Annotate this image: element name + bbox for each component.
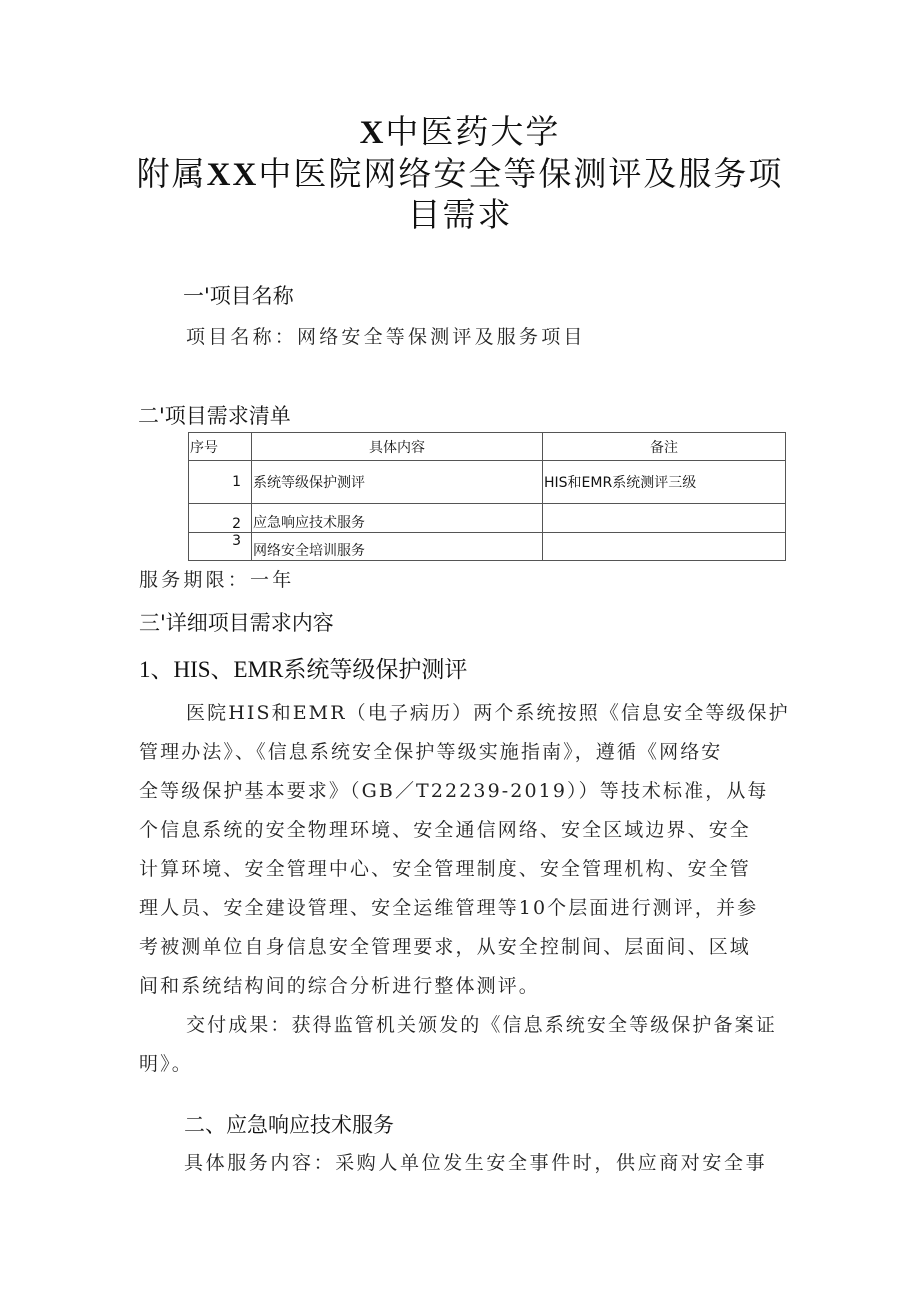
- subsection-1-heading: 1、HIS、EMR系统等级保护测评: [139, 657, 468, 682]
- paragraph-line: 个信息系统的安全物理环境、安全通信网络、安全区域边界、安全: [139, 819, 751, 841]
- subsection-2-heading: 二、应急响应技术服务: [184, 1113, 394, 1137]
- cell-content: 网络安全培训服务: [252, 533, 543, 561]
- paragraph-line: 管理办法》、《信息系统安全保护等级实施指南》，遵循《网络安: [139, 741, 723, 763]
- paragraph-line: 间和系统结构间的综合分析进行整体测评。: [139, 975, 540, 997]
- document-title-line-2: [0, 148, 920, 195]
- paragraph-line: 理人员、安全建设管理、安全运维管理等10个层面进行测评，并参: [139, 897, 759, 919]
- title-hospital-project: 中医院网络安全等保测评及服务项: [258, 154, 784, 193]
- table-header-row: [189, 433, 786, 461]
- header-content: 具体内容: [252, 433, 543, 461]
- cell-note: [543, 504, 786, 533]
- section-2-heading: 二'项目需求清单: [138, 404, 291, 428]
- header-note: 备注: [543, 433, 786, 461]
- cell-content: 系统等级保护测评: [252, 461, 543, 504]
- deliverable-line: 交付成果：获得监管机关颁发的《信息系统安全等级保护备案证: [186, 1014, 777, 1036]
- cell-seq: 3: [189, 533, 252, 561]
- table-row: [189, 461, 786, 504]
- document-title-line-1: [0, 106, 920, 153]
- service-period-text: 服务期限：一年: [139, 569, 295, 591]
- paragraph-line: 计算环境、安全管理中心、安全管理制度、安全管理机构、安全管: [139, 858, 751, 880]
- cell-content: 应急响应技术服务: [252, 504, 543, 533]
- requirements-table: [188, 432, 786, 561]
- cell-seq: 2: [189, 504, 252, 533]
- title-prefix: 附属: [136, 154, 207, 193]
- project-name-text: 项目名称：网络安全等保测评及服务项目: [186, 326, 586, 348]
- deliverable-line: 明》。: [139, 1053, 193, 1075]
- title-university: 中医药大学: [385, 112, 561, 151]
- subsection-2-body: 具体服务内容：采购人单位发生安全事件时，供应商对安全事: [184, 1152, 768, 1174]
- cell-seq: 1: [189, 461, 252, 504]
- cell-note: [543, 533, 786, 561]
- paragraph-line: 考被测单位自身信息安全管理要求，从安全控制间、层面间、区域: [139, 936, 751, 958]
- cell-note: HIS和EMR系统测评三级: [543, 461, 786, 504]
- title-latin-xx: XX: [206, 157, 259, 193]
- document-title-line-3: 目需求: [407, 195, 513, 234]
- section-1-heading: 一'项目名称: [183, 284, 294, 308]
- paragraph-line: 全等级保护基本要求》（GB／T22239-2019））等技术标准，从每: [139, 780, 769, 802]
- table-row: [189, 533, 786, 561]
- subsection-1-paragraph: [139, 694, 790, 1084]
- paragraph-line: 医院HIS和EMR（电子病历）两个系统按照《信息安全等级保护: [186, 702, 790, 724]
- title-latin-x: X: [359, 115, 386, 151]
- table-row: [189, 504, 786, 533]
- header-seq: 序号: [189, 433, 252, 461]
- section-3-heading: 三'详细项目需求内容: [139, 611, 334, 635]
